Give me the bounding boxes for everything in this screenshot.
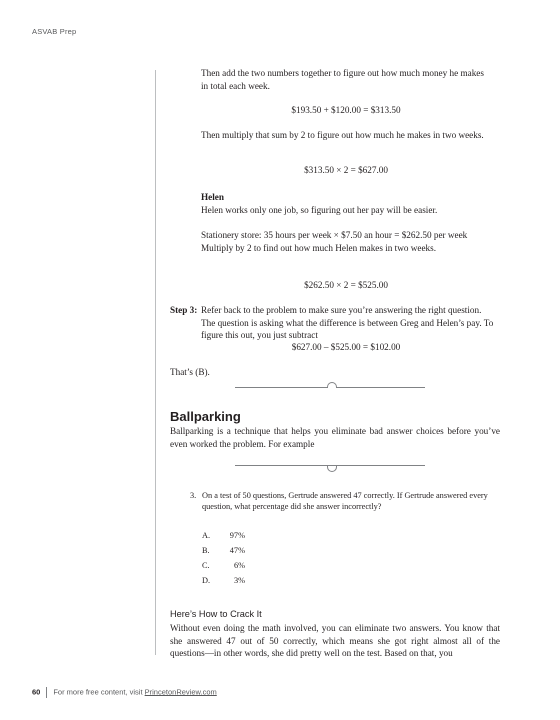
answer-statement: That’s (B). (170, 367, 210, 377)
choice-letter: B. (202, 546, 210, 555)
footer-text: For more free content, visit (53, 687, 145, 697)
choice-value: 3% (233, 576, 245, 585)
ballparking-intro: Ballparking is a technique that helps you eliminate bad answer choices before you’ve even worked the problem. For example (170, 426, 500, 449)
section-heading-ballparking: Ballparking (170, 409, 241, 424)
crack-it-text: Without even doing the math involved, you can eliminate two answers. You know that she answered 47 out of 50 correctly, which means she got right almost all of the questions—in other words, she did pretty well on the test. Based on that, you (170, 623, 500, 658)
choice-value: 47% (229, 546, 245, 555)
step-3-label: Step 3: (170, 305, 198, 315)
paragraph-stationery-store: Stationery store: 35 hours per week × $7.50 an hour = $262.50 per week (201, 230, 468, 240)
choice-value: 6% (233, 561, 245, 570)
equation-two-weeks: $313.50 × 2 = $627.00 (304, 165, 388, 175)
helen-heading: Helen (201, 192, 224, 202)
page-footer (32, 687, 217, 698)
divider-ornament-up (327, 382, 337, 388)
equation-difference: $627.00 – $525.00 = $102.00 (291, 342, 401, 352)
question-number: 3. (190, 491, 197, 500)
step-3-text: Refer back to the problem to make sure you’re answering the right question. The question is asking what the difference is between Greg and Helen’s pay. To figure this out, you just subtract (201, 305, 494, 340)
footer-separator (46, 687, 47, 698)
choice-letter: D. (202, 576, 211, 585)
divider-ornament-down (327, 466, 337, 472)
paragraph-add-numbers: Then add the two numbers together to figure out how much money he makes in total each week. (201, 68, 484, 91)
equation-helen-two-weeks: $262.50 × 2 = $525.00 (304, 280, 388, 290)
paragraph-multiply-sum: Then multiply that sum by 2 to figure out how much he makes in two weeks. (201, 130, 484, 140)
choice-letter: C. (202, 561, 210, 570)
page-number: 60 (32, 687, 41, 697)
choice-letter: A. (202, 531, 211, 540)
running-head: ASVAB Prep (32, 27, 77, 36)
footer-link[interactable]: PrincetonReview.com (144, 687, 217, 697)
paragraph-helen: Helen works only one job, so figuring out her pay will be easier. (201, 205, 438, 215)
choice-value: 97% (229, 531, 245, 540)
question-text: On a test of 50 questions, Gertrude answered 47 correctly. If Gertrude answered every question, what percentage did she answer incorrectly? (202, 491, 488, 511)
crack-it-heading: Here’s How to Crack It (170, 609, 262, 619)
margin-rule (155, 70, 156, 655)
paragraph-multiply-helen: Multiply by 2 to find out how much Helen makes in two weeks. (201, 243, 437, 253)
equation-weekly-total: $193.50 + $120.00 = $313.50 (291, 105, 401, 115)
